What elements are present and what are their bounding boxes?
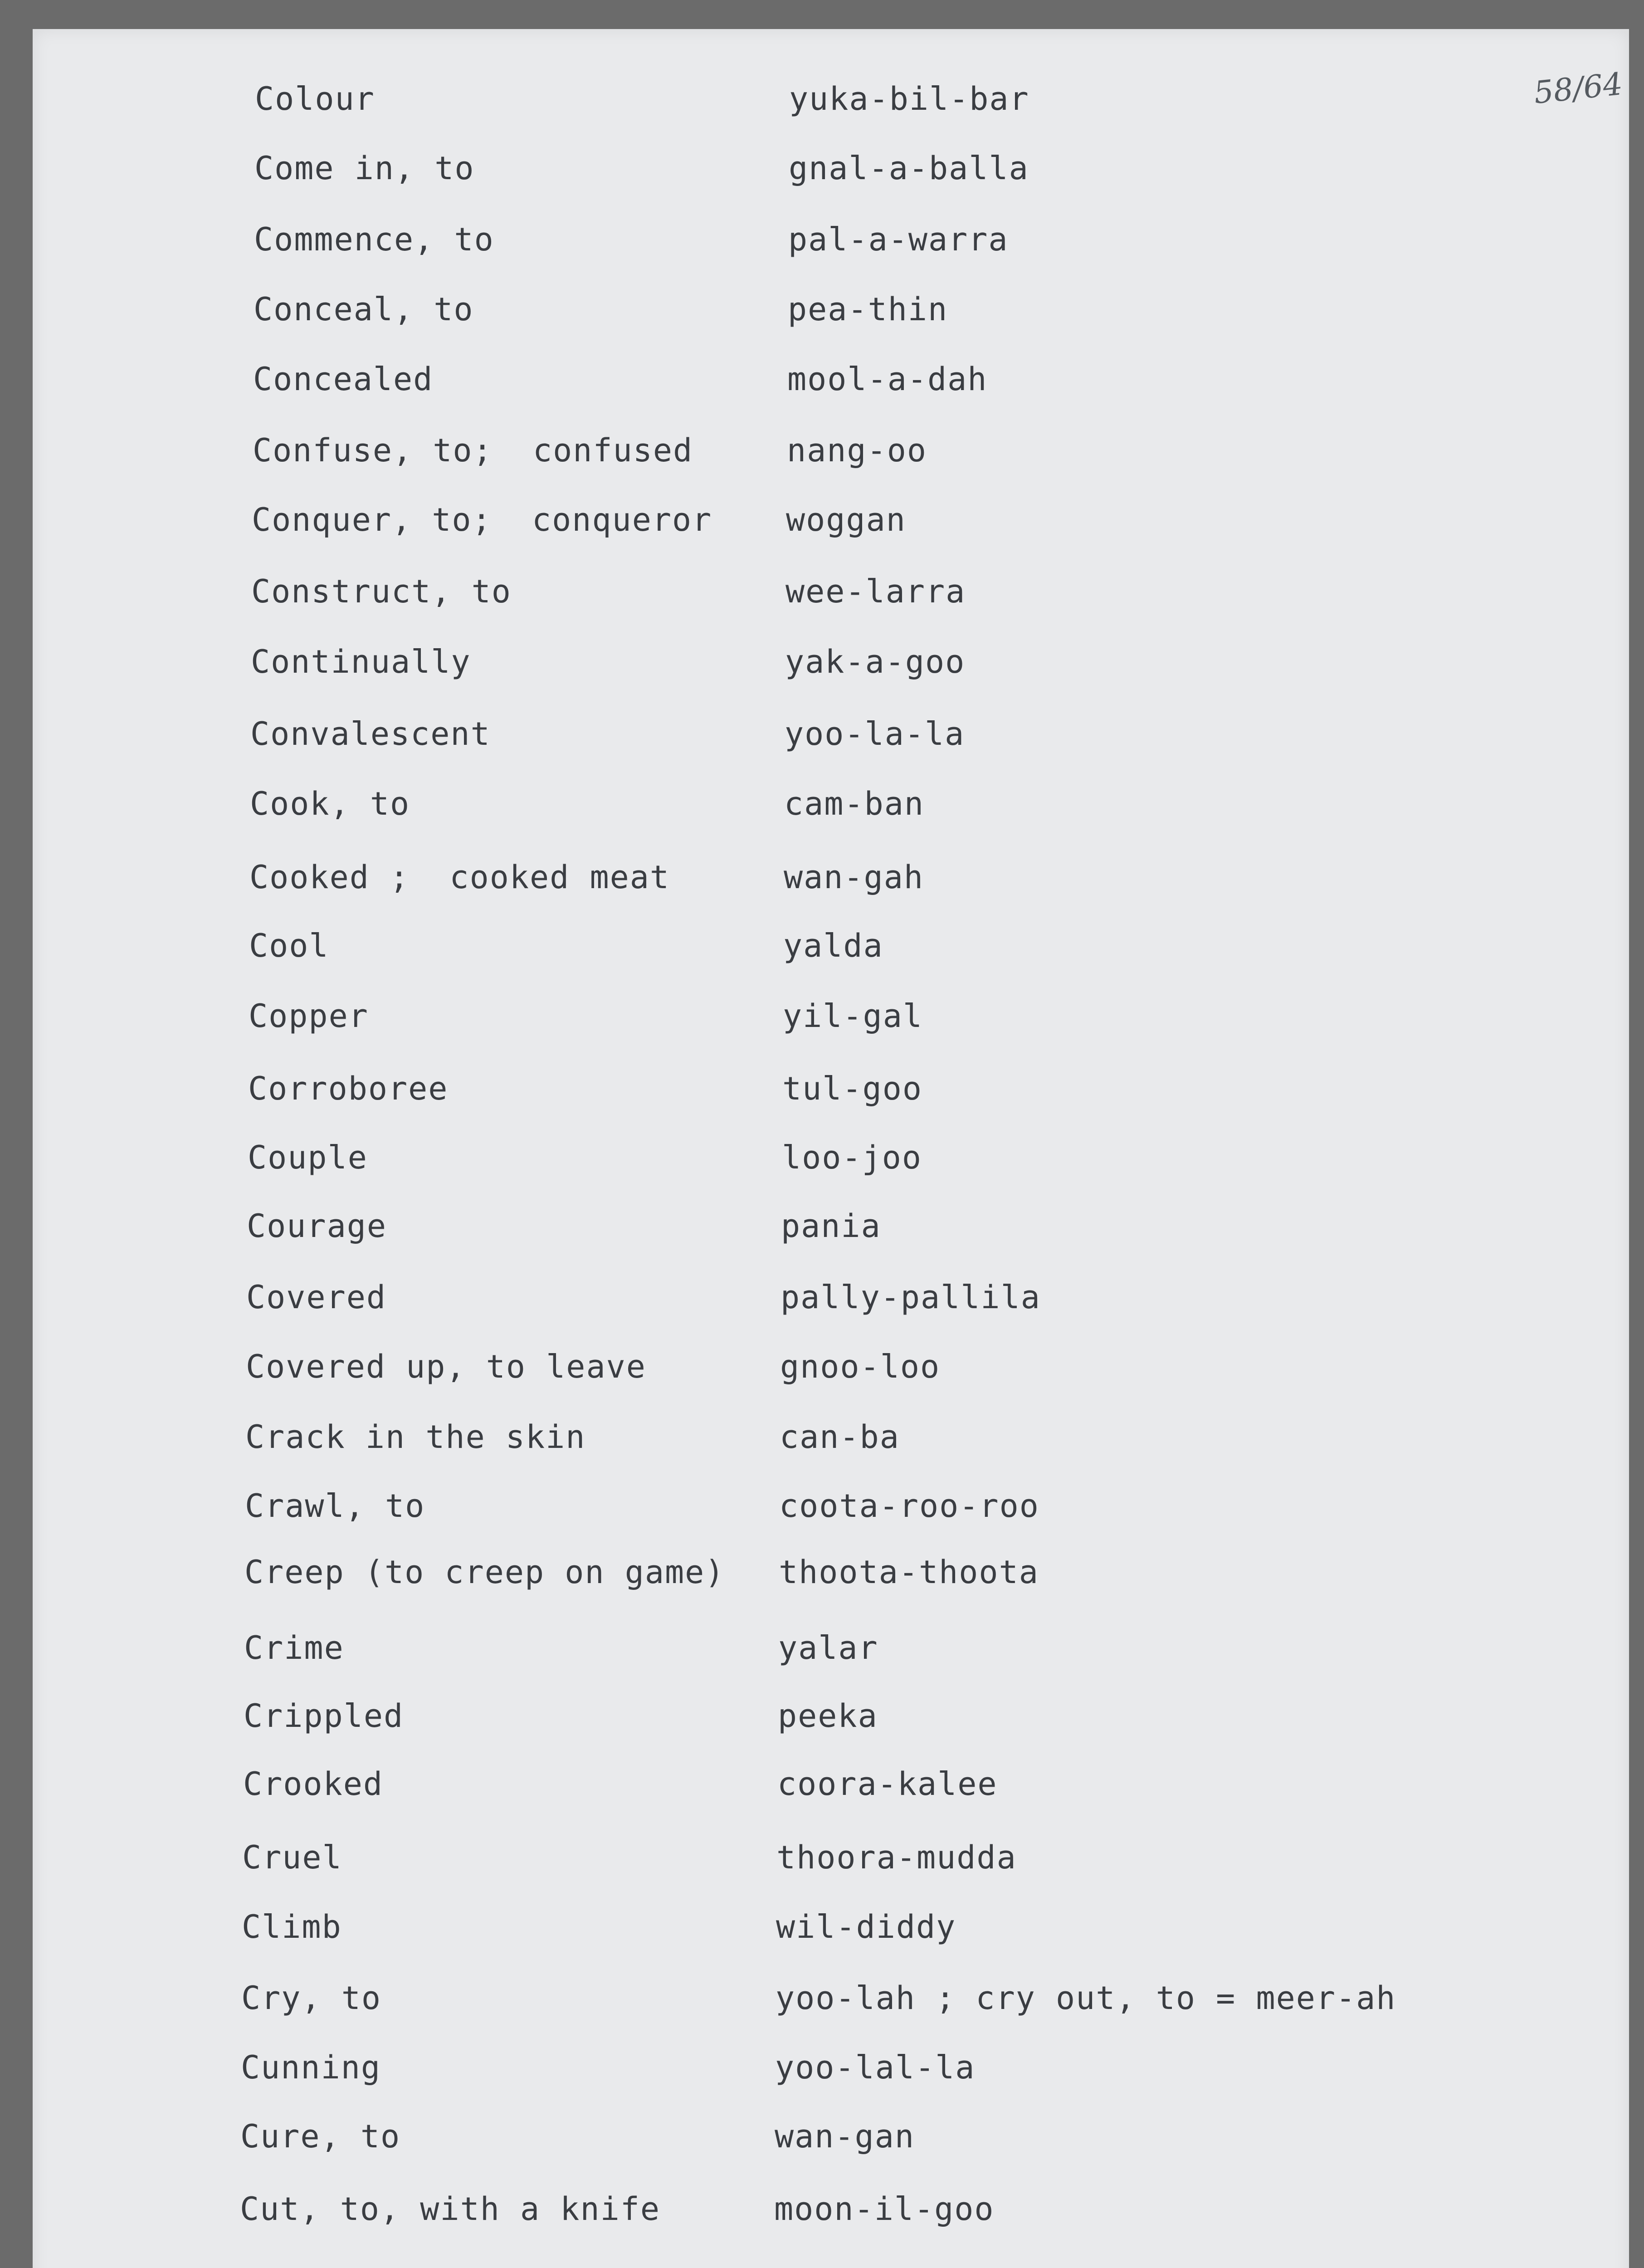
vocab-row [22,1550,1619,1596]
aboriginal-word: yoo-la-la [785,715,965,753]
vocab-row [30,429,1627,474]
english-term: Conceal, to [254,291,474,328]
aboriginal-word: yalda [783,927,883,964]
english-term: Crippled [244,1697,404,1735]
vocab-row [26,994,1623,1040]
aboriginal-word: loo-joo [782,1139,922,1176]
vocab-row [29,570,1625,615]
vocab-row [26,1067,1622,1112]
vocab-row [22,1626,1618,1672]
aboriginal-word: yak-a-goo [785,643,966,680]
aboriginal-word: tul-goo [782,1070,923,1107]
english-term: Climb [242,1908,342,1945]
english-term: Convalescent [250,715,491,753]
english-term: Confuse, to; confused [253,432,693,469]
english-term: Cruel [242,1839,342,1876]
vocab-row [20,1905,1616,1950]
vocab-row [19,2046,1615,2091]
vocab-row [21,1694,1618,1740]
vocab-row [32,147,1629,192]
aboriginal-word: wil-diddy [776,1908,956,1945]
vocab-row [28,782,1624,827]
vocab-row [27,924,1623,969]
english-term: Couple [248,1139,368,1176]
aboriginal-word: mool-a-dah [787,361,988,398]
aboriginal-word: pal-a-warra [788,221,1009,258]
english-term: Covered up, to leave [246,1348,646,1385]
aboriginal-word: nang-oo [787,432,927,469]
vocab-row [31,357,1627,403]
vocab-row [18,2187,1614,2233]
vocab-row [29,498,1626,543]
aboriginal-word: wan-gan [775,2118,915,2155]
aboriginal-word: wan-gah [784,859,924,896]
english-term: Commence, to [254,221,494,258]
vocab-row [24,1276,1620,1321]
english-term: Cunning [241,2049,381,2086]
aboriginal-word: yoo-lal-la [775,2049,976,2086]
folio-number: 58/64 [1532,66,1624,112]
aboriginal-word: moon-il-goo [774,2190,995,2228]
english-term: Come in, to [254,150,475,187]
aboriginal-word: gnoo-loo [780,1348,941,1385]
vocab-row [28,712,1624,758]
english-term: Courage [247,1207,387,1245]
english-term: Colour [255,80,375,117]
aboriginal-word: yoo-lah ; cry out, to = meer-ah [776,1980,1396,2017]
vocab-row [18,2115,1615,2160]
aboriginal-word: yuka-bil-bar [789,80,1029,117]
english-term: Cut, to, with a knife [240,2190,661,2228]
vocab-row [24,1345,1620,1390]
vocab-row [23,1415,1620,1461]
english-term: Covered [246,1279,387,1316]
english-term: Conquer, to; conqueror [252,501,712,538]
english-term: Cure, to [240,2118,401,2155]
vocabulary-list [33,29,1629,2268]
aboriginal-word: thoota-thoota [779,1554,1039,1591]
english-term: Crime [244,1629,344,1667]
aboriginal-word: cam-ban [784,785,925,822]
aboriginal-word: pea-thin [788,291,948,328]
english-term: Crooked [243,1765,384,1803]
english-term: Cooked ; cooked meat [249,859,670,896]
vocab-row [25,1136,1622,1181]
english-term: Corroboree [248,1070,449,1107]
aboriginal-word: gnal-a-balla [789,150,1029,187]
aboriginal-word: pally-pallila [781,1279,1041,1316]
aboriginal-word: woggan [786,501,906,538]
aboriginal-word: coora-kalee [777,1765,998,1803]
aboriginal-word: yalar [778,1629,878,1667]
english-term: Construct, to [251,573,512,610]
vocab-row [29,640,1625,685]
aboriginal-word: yil-gal [783,997,923,1035]
english-term: Cool [249,927,329,964]
vocab-row [19,1976,1615,2022]
english-term: Cry, to [241,1980,382,2017]
aboriginal-word: pania [781,1207,881,1245]
english-term: Creep (to creep on game) [244,1554,725,1591]
english-term: Crawl, to [245,1487,425,1525]
vocab-row [32,218,1628,263]
aboriginal-word: wee-larra [785,573,966,610]
english-term: Cook, to [250,785,410,822]
vocab-row [27,855,1624,901]
aboriginal-word: coota-roo-roo [779,1487,1039,1525]
vocab-row [23,1484,1619,1530]
vocab-row [24,1204,1621,1250]
aboriginal-word: peeka [778,1697,878,1735]
vocab-row [31,288,1628,333]
aboriginal-word: can-ba [780,1418,900,1456]
document-page [33,29,1629,2268]
vocab-row [21,1762,1617,1808]
english-term: Crack in the skin [245,1418,586,1456]
vocab-row [33,77,1629,122]
english-term: Copper [249,997,369,1035]
vocab-row [20,1836,1616,1881]
aboriginal-word: thoora-mudda [776,1839,1017,1876]
english-term: Continually [251,643,471,680]
english-term: Concealed [253,361,434,398]
